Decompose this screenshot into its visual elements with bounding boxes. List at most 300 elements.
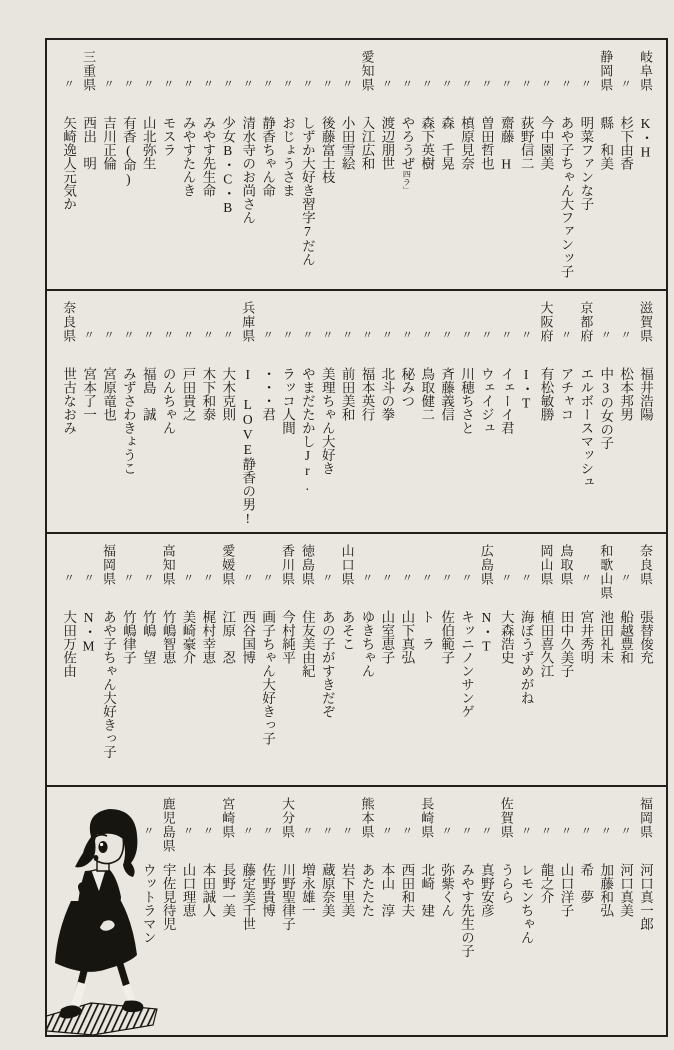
prefecture-label: 〃 xyxy=(380,572,393,584)
prefecture-label: 〃 xyxy=(559,329,572,341)
credit-entry xyxy=(316,544,336,779)
prefecture-label: 〃 xyxy=(459,825,472,837)
reader-name: 美崎豪介 xyxy=(180,610,196,664)
reader-name: 有香(命) xyxy=(120,116,136,187)
prefecture-label: 〃 xyxy=(300,329,313,341)
reader-name: 川穂ちさと xyxy=(458,367,474,435)
prefecture-label: 〃 xyxy=(599,825,612,837)
credit-entry xyxy=(376,797,396,1029)
prefecture-label: 愛媛県 xyxy=(220,544,236,586)
credit-entry xyxy=(256,50,276,283)
credit-entry xyxy=(177,301,197,526)
credit-entry xyxy=(276,797,296,1029)
prefecture-label: 〃 xyxy=(261,329,274,341)
credit-entry xyxy=(495,544,515,779)
prefecture-label: 〃 xyxy=(62,572,75,584)
reader-name: 縣 和美 xyxy=(598,116,614,170)
credit-entry xyxy=(137,301,157,526)
reader-name: 吉川正倫 xyxy=(100,116,116,170)
credit-entry xyxy=(475,50,495,283)
prefecture-label: 岐阜県 xyxy=(638,50,653,92)
credit-entry xyxy=(157,301,177,526)
reader-name: 中3の女の子 xyxy=(598,367,614,450)
reader-name: 戸田貴之 xyxy=(180,367,196,421)
credit-entry xyxy=(555,50,575,283)
reader-name: アチャコ xyxy=(558,367,574,421)
credit-entry xyxy=(495,301,515,526)
credit-entry xyxy=(336,50,356,283)
prefecture-label: 〃 xyxy=(619,572,632,584)
prefecture-label: 〃 xyxy=(579,572,592,584)
credit-entry xyxy=(535,301,555,526)
prefecture-label: 〃 xyxy=(241,825,254,837)
credit-entry xyxy=(296,50,316,283)
reader-name: のんちゃん xyxy=(160,367,176,435)
reader-name: 福本英行 xyxy=(359,367,375,421)
prefecture-label: 長崎県 xyxy=(419,797,435,839)
prefecture-label: 〃 xyxy=(539,825,552,837)
prefecture-label: 〃 xyxy=(479,329,492,341)
reader-name: モスラ xyxy=(160,116,176,157)
reader-name: 藤定美千世 xyxy=(240,863,256,931)
credit-entry xyxy=(634,50,654,283)
prefecture-label: 〃 xyxy=(360,572,373,584)
credit-entry xyxy=(256,544,276,779)
credit-entry xyxy=(137,544,157,779)
prefecture-label: 〃 xyxy=(539,78,552,90)
credit-entry xyxy=(216,797,236,1029)
credits-band-2 xyxy=(47,289,666,532)
credit-entry xyxy=(435,797,455,1029)
prefecture-label: 熊本県 xyxy=(359,797,375,839)
reader-name: 本山 淳 xyxy=(379,863,395,917)
prefecture-label: 〃 xyxy=(499,572,512,584)
credit-entry xyxy=(376,301,396,526)
credit-entry xyxy=(415,544,435,779)
prefecture-label: 〃 xyxy=(82,329,95,341)
credit-entry xyxy=(296,544,316,779)
credit-entry xyxy=(594,797,614,1029)
credit-entry xyxy=(336,797,356,1029)
credit-entry xyxy=(236,544,256,779)
credit-entry xyxy=(634,797,654,1029)
credit-entry xyxy=(216,544,236,779)
reader-name: 山下真弘 xyxy=(399,610,415,664)
prefecture-label: 〃 xyxy=(141,78,154,90)
reader-name: 龍之介 xyxy=(538,863,554,904)
reader-name: 増永雄一 xyxy=(299,863,315,917)
credit-entry xyxy=(376,544,396,779)
prefecture-label: 〃 xyxy=(440,329,453,341)
reader-name: 希 夢 xyxy=(578,863,594,904)
prefecture-label: 京都府 xyxy=(578,301,594,343)
reader-name: 明菜ファンな子 xyxy=(578,116,594,211)
prefecture-label: 〃 xyxy=(161,329,174,341)
reader-name: あたたた xyxy=(359,863,375,917)
reader-name: みずさわきょうこ xyxy=(120,367,136,475)
prefecture-label: 〃 xyxy=(420,329,433,341)
prefecture-label: 〃 xyxy=(340,825,353,837)
credit-entry xyxy=(535,50,555,283)
prefecture-label: 兵庫県 xyxy=(240,301,256,343)
reader-name: イェーイ君 xyxy=(498,367,514,435)
credit-entry xyxy=(216,301,236,526)
reader-name: 美理ちゃん大好き xyxy=(319,367,335,475)
reader-name: 大木克則 xyxy=(220,367,236,421)
credit-entry xyxy=(356,797,376,1029)
reader-name: 蔵原奈美 xyxy=(319,863,335,917)
reader-name: 前田美和 xyxy=(339,367,355,421)
prefecture-label: 〃 xyxy=(181,78,194,90)
reader-name: 加藤和弘 xyxy=(598,863,614,917)
credit-entry xyxy=(177,544,197,779)
credit-entry xyxy=(495,50,515,283)
reader-name: 大田万佐由 xyxy=(61,610,77,678)
reader-name: 清水寺のお尚さん xyxy=(240,116,256,224)
prefecture-label: 〃 xyxy=(101,329,114,341)
prefecture-label: 和歌山県 xyxy=(598,544,614,600)
reader-name: 世古なおみ xyxy=(61,367,77,435)
reader-name: 松本邦男 xyxy=(618,367,634,421)
prefecture-label: 〃 xyxy=(459,572,472,584)
reader-name: 後藤富士枝 xyxy=(319,116,335,184)
prefecture-label: 福岡県 xyxy=(100,544,116,586)
reader-name: キッニノンサンゲ xyxy=(458,610,474,718)
prefecture-label: 〃 xyxy=(619,78,632,90)
credit-entry xyxy=(197,544,217,779)
prefecture-label: 〃 xyxy=(101,78,114,90)
reader-name: 宮井秀明 xyxy=(578,610,594,664)
credit-entry xyxy=(316,50,336,283)
credit-entry xyxy=(415,50,435,283)
reader-name: 佐野貴博 xyxy=(260,863,276,917)
prefecture-label: 〃 xyxy=(559,78,572,90)
reader-name: 福島 誠 xyxy=(140,367,156,421)
credit-entry xyxy=(634,544,654,779)
prefecture-label: 〃 xyxy=(380,825,393,837)
reader-name: ウェイジュ xyxy=(478,367,494,435)
reader-name: 竹嶋 望 xyxy=(140,610,156,664)
prefecture-label: 香川県 xyxy=(279,544,295,586)
reader-name: 今中園美 xyxy=(538,116,554,170)
prefecture-label: 〃 xyxy=(400,78,413,90)
credit-entry xyxy=(614,50,634,283)
reader-name: 齋藤 H xyxy=(498,116,514,172)
prefecture-label: 〃 xyxy=(619,825,632,837)
reader-name: N・M xyxy=(81,610,97,654)
credit-entry xyxy=(356,50,376,283)
reader-name: 木下和泰 xyxy=(200,367,216,421)
credit-entry xyxy=(236,50,256,283)
prefecture-label: 〃 xyxy=(82,572,95,584)
reader-name: 植田喜久江 xyxy=(538,610,554,678)
prefecture-label: 〃 xyxy=(380,78,393,90)
prefecture-label: 〃 xyxy=(559,825,572,837)
prefecture-label: 三重県 xyxy=(81,50,97,92)
credit-entry xyxy=(535,544,555,779)
credit-entry xyxy=(555,301,575,526)
reader-name: レモンちゃん xyxy=(518,863,534,944)
reader-name: 長野一美 xyxy=(220,863,236,917)
credit-entry xyxy=(57,301,77,526)
prefecture-label: 奈良県 xyxy=(638,544,653,586)
reader-name: 小田雪絵 xyxy=(339,116,355,170)
reader-name: K・H xyxy=(638,116,653,160)
reader-name: ラッコ人間 xyxy=(279,367,295,435)
reader-name: 大森浩史 xyxy=(498,610,514,664)
credit-entry xyxy=(614,797,634,1029)
reader-name: ウットラマン xyxy=(140,863,156,944)
credit-entry xyxy=(296,301,316,526)
prefecture-label: 〃 xyxy=(479,78,492,90)
credit-entry xyxy=(177,797,197,1029)
reader-name: あや子ちゃん大ファンッ子 xyxy=(558,116,574,278)
prefecture-label: 広島県 xyxy=(478,544,494,586)
credit-entry xyxy=(395,797,415,1029)
prefecture-label: 〃 xyxy=(121,329,134,341)
prefecture-label: 〃 xyxy=(479,825,492,837)
prefecture-label: 〃 xyxy=(579,825,592,837)
credit-entry xyxy=(415,301,435,526)
credit-entry xyxy=(157,544,177,779)
credit-entry xyxy=(475,797,495,1029)
reader-name: N・T xyxy=(478,610,494,654)
credit-entry xyxy=(515,544,535,779)
credit-entry xyxy=(614,301,634,526)
prefecture-label: 〃 xyxy=(201,78,214,90)
reader-name: 北崎 建 xyxy=(419,863,435,917)
reader-name: みやすたんき xyxy=(180,116,196,197)
prefecture-label: 〃 xyxy=(241,572,254,584)
reader-name: 静香ちゃん命 xyxy=(260,116,276,197)
reader-name: 福井浩陽 xyxy=(638,367,653,421)
prefecture-label: 徳島県 xyxy=(299,544,315,586)
credit-entry xyxy=(77,301,97,526)
reader-name: やまだたかしJr. xyxy=(299,367,315,493)
credit-entry xyxy=(435,544,455,779)
prefecture-label: 〃 xyxy=(121,78,134,90)
credit-entry xyxy=(256,301,276,526)
credit-entry xyxy=(555,797,575,1029)
prefecture-label: 〃 xyxy=(320,825,333,837)
reader-name: 河口真一郎 xyxy=(638,863,653,931)
credit-entry xyxy=(535,797,555,1029)
reader-name: 河口真美 xyxy=(618,863,634,917)
prefecture-label: 〃 xyxy=(141,329,154,341)
credits-band-4 xyxy=(47,785,666,1035)
credit-entry xyxy=(316,301,336,526)
credit-entry xyxy=(77,50,97,283)
reader-name: 杉下由香 xyxy=(618,116,634,170)
credit-entry xyxy=(555,544,575,779)
credit-entry xyxy=(276,544,296,779)
credit-entry xyxy=(455,50,475,283)
credit-entry xyxy=(574,301,594,526)
prefecture-label: 〃 xyxy=(201,572,214,584)
prefecture-label: 〃 xyxy=(121,572,134,584)
girl-illustration xyxy=(47,801,163,1035)
prefecture-label: 〃 xyxy=(261,572,274,584)
credit-entry xyxy=(356,544,376,779)
reader-name: 西出 明 xyxy=(81,116,97,170)
prefecture-label: 〃 xyxy=(221,329,234,341)
reader-name: 海ぼうずめがね xyxy=(518,610,534,705)
reader-name: ・・・君 xyxy=(260,367,276,421)
prefecture-label: 静岡県 xyxy=(598,50,614,92)
reader-name: 有松敏勝 xyxy=(538,367,554,421)
prefecture-label: 〃 xyxy=(459,329,472,341)
reader-name: 宮原竜也 xyxy=(100,367,116,421)
credit-entry xyxy=(475,301,495,526)
reader-name: 住友美由紀 xyxy=(299,610,315,678)
prefecture-label: 〃 xyxy=(519,78,532,90)
credit-entry xyxy=(117,544,137,779)
reader-name: 北斗の拳 xyxy=(379,367,395,421)
prefecture-label: 〃 xyxy=(181,572,194,584)
credit-entry xyxy=(197,50,217,283)
credit-entry xyxy=(216,50,236,283)
reader-name: みやす先生命 xyxy=(200,116,216,197)
prefecture-label: 〃 xyxy=(340,78,353,90)
credit-entry xyxy=(376,50,396,283)
credit-entry xyxy=(157,50,177,283)
credit-entry xyxy=(97,301,117,526)
prefecture-label: 〃 xyxy=(280,329,293,341)
credit-entry xyxy=(455,797,475,1029)
reader-name: 森下英樹 xyxy=(419,116,435,170)
credit-entry xyxy=(634,301,654,526)
prefecture-label: 〃 xyxy=(201,329,214,341)
credit-entry xyxy=(574,544,594,779)
credit-entry xyxy=(495,797,515,1029)
reader-name: 梶村幸恵 xyxy=(200,610,216,664)
reader-name: 川野聖律子 xyxy=(279,863,295,931)
prefecture-label: 〃 xyxy=(320,78,333,90)
reader-name-small-suffix: 四ラ」 xyxy=(402,170,412,194)
reader-name: 斉藤義信 xyxy=(439,367,455,421)
reader-name: 鳥取健二 xyxy=(419,367,435,421)
prefecture-label: 〃 xyxy=(519,825,532,837)
prefecture-label: 〃 xyxy=(241,78,254,90)
credit-entry xyxy=(236,797,256,1029)
reader-name: 宮本了一 xyxy=(81,367,97,421)
prefecture-label: 〃 xyxy=(141,825,154,837)
credits-frame xyxy=(45,38,668,1037)
reader-name: I・T xyxy=(518,367,534,411)
reader-name: 画子ちゃん大好きっ子 xyxy=(260,610,276,745)
reader-name: 渡辺朋世 xyxy=(379,116,395,170)
credit-entry xyxy=(455,544,475,779)
prefecture-label: 高知県 xyxy=(160,544,176,586)
reader-name: 今村純平 xyxy=(279,610,295,664)
prefecture-label: 佐賀県 xyxy=(498,797,514,839)
prefecture-label: 岡山県 xyxy=(538,544,554,586)
reader-name: あや子ちゃん大好きっ子 xyxy=(100,610,116,759)
reader-name: ト ラ xyxy=(419,610,435,651)
prefecture-label: 〃 xyxy=(380,329,393,341)
reader-name: 岩下里美 xyxy=(339,863,355,917)
credit-entry xyxy=(574,797,594,1029)
reader-name: I LOVE静香の男! xyxy=(240,367,256,526)
prefecture-label: 〃 xyxy=(300,825,313,837)
reader-name: 田中久美子 xyxy=(558,610,574,678)
reader-name: 矢崎逸人元気か xyxy=(61,116,77,211)
reader-name: 船越豊和 xyxy=(618,610,634,664)
prefecture-label: 〃 xyxy=(420,78,433,90)
credit-entry xyxy=(117,50,137,283)
prefecture-label: 〃 xyxy=(181,825,194,837)
prefecture-label: 〃 xyxy=(519,329,532,341)
reader-name: 秘みつ xyxy=(399,367,415,408)
credit-entry xyxy=(594,301,614,526)
prefecture-label: 〃 xyxy=(141,572,154,584)
prefecture-label: 〃 xyxy=(181,329,194,341)
reader-name: 森 千晃 xyxy=(439,116,455,170)
credit-entry xyxy=(296,797,316,1029)
prefecture-label: 〃 xyxy=(400,825,413,837)
credit-entry xyxy=(276,301,296,526)
reader-name: 入江広和 xyxy=(359,116,375,170)
prefecture-label: 〃 xyxy=(420,572,433,584)
credit-entry xyxy=(197,301,217,526)
credit-entry xyxy=(415,797,435,1029)
prefecture-label: 〃 xyxy=(261,825,274,837)
prefecture-label: 〃 xyxy=(440,78,453,90)
reader-name: エルボースマッシュ xyxy=(578,367,594,489)
reader-name: 山口洋子 xyxy=(558,863,574,917)
reader-name: 山北弥生 xyxy=(140,116,156,170)
prefecture-label: 〃 xyxy=(440,572,453,584)
reader-name: あの子がすきだぞ xyxy=(319,610,335,718)
credit-entry xyxy=(614,544,634,779)
credit-entry xyxy=(77,544,97,779)
reader-name: 宇佐見待児 xyxy=(160,863,176,931)
prefecture-label: 〃 xyxy=(499,78,512,90)
prefecture-label: 〃 xyxy=(619,329,632,341)
credit-entry xyxy=(316,797,336,1029)
reader-name: おじょうさま xyxy=(279,116,295,197)
prefecture-label: 〃 xyxy=(459,78,472,90)
credit-entry xyxy=(435,50,455,283)
prefecture-label: 〃 xyxy=(201,825,214,837)
reader-name: 西田和夫 xyxy=(399,863,415,917)
prefecture-label: 〃 xyxy=(579,78,592,90)
reader-name: しずか大好き習字7だん xyxy=(299,116,315,266)
reader-name: 江原 忍 xyxy=(220,610,236,664)
prefecture-label: 〃 xyxy=(280,78,293,90)
prefecture-label: 〃 xyxy=(221,78,234,90)
prefecture-label: 〃 xyxy=(400,329,413,341)
reader-name: 池田礼未 xyxy=(598,610,614,664)
prefecture-label: 〃 xyxy=(400,572,413,584)
reader-name: 山室恵子 xyxy=(379,610,395,664)
reader-name: 弥紫くん xyxy=(439,863,455,917)
prefecture-label: 大阪府 xyxy=(538,301,554,343)
credit-entry xyxy=(97,50,117,283)
prefecture-label: 〃 xyxy=(499,329,512,341)
credit-entry xyxy=(594,50,614,283)
prefecture-label: 福岡県 xyxy=(638,797,653,839)
credit-entry xyxy=(356,301,376,526)
reader-name: ゆきちゃん xyxy=(359,610,375,678)
credits-band-1 xyxy=(47,40,666,289)
prefecture-label: 〃 xyxy=(261,78,274,90)
prefecture-label: 〃 xyxy=(340,329,353,341)
prefecture-label: 奈良県 xyxy=(61,301,77,343)
credit-entry xyxy=(515,50,535,283)
credit-entry xyxy=(515,301,535,526)
credit-entry xyxy=(395,301,415,526)
